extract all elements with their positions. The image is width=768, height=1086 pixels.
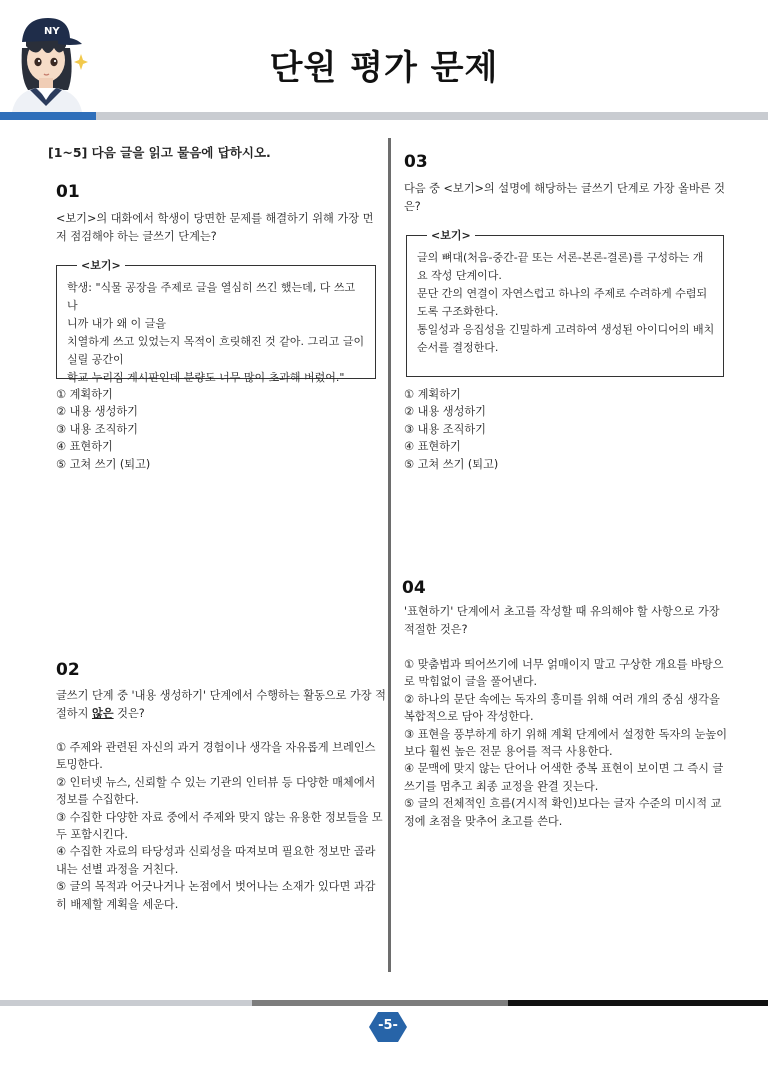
question-02-prompt (56, 687, 386, 723)
option-5[interactable]: ⑤ 글의 목적과 어긋나거나 논점에서 벗어나는 소재가 있다면 과감히 배제할 계획을 세운다. (56, 880, 376, 911)
instruction-text: [1~5] 다음 글을 읽고 물음에 답하시오. (48, 145, 271, 160)
question-number-01: 01 (56, 182, 80, 202)
prompt-text-end: 것은? (113, 707, 145, 720)
box-line: 실릴 공간이 (67, 353, 124, 366)
option-4[interactable]: ④ 표현하기 (56, 440, 113, 454)
option-5[interactable]: ⑤ 글의 전체적인 흐름(거시적 확인)보다는 글자 수준의 미시적 교정에 초점을 맞추어 초고를 쓴다. (404, 797, 722, 828)
box-line: 학생: "식물 공장을 주제로 글을 열심히 쓰긴 했는데, 다 쓰고 나 (67, 281, 356, 312)
box-line: 통일성과 응집성을 긴밀하게 고려하여 생성된 아이디어의 배치 (417, 323, 715, 336)
option-1[interactable]: ① 맞춤법과 띄어쓰기에 너무 얽매이지 말고 구상한 개요를 바탕으로 막힘없이 글을 풀어낸다. (404, 658, 724, 689)
box-line: 문단 간의 연결이 자연스럽고 하나의 주제로 수려하게 수렴되 (417, 287, 708, 300)
box-line: 도록 구조화한다. (417, 305, 499, 318)
header-rule (96, 112, 768, 120)
header-accent-bar (0, 112, 96, 120)
option-4[interactable]: ④ 문맥에 맞지 않는 단어나 어색한 중복 표현이 보이면 그 즉시 글쓰기를 멈추고 최종 교정을 완결 짓는다. (404, 762, 724, 793)
question-number-02: 02 (56, 660, 80, 680)
question-01-example-box (56, 259, 376, 384)
option-2[interactable]: ② 내용 생성하기 (56, 405, 138, 419)
option-4[interactable]: ④ 수집한 자료의 타당성과 신뢰성을 따져보며 필요한 정보만 골라내는 선별 과정을 거친다. (56, 845, 376, 876)
option-5[interactable]: ⑤ 고쳐 쓰기 (퇴고) (404, 457, 499, 471)
question-03-options (404, 386, 498, 473)
prompt-text: 글쓰기 단계 중 '내용 생성하기' 단계에서 수행하는 활동으로 가장 적절하지 (56, 689, 386, 720)
question-number-03: 03 (404, 152, 428, 172)
option-3[interactable]: ③ 내용 조직하기 (56, 422, 138, 436)
box-label-rule (56, 265, 76, 266)
option-3[interactable]: ③ 수집한 다양한 자료 중에서 주제와 맞지 않는 유용한 정보들을 모두 포함시킨다. (56, 810, 383, 842)
box-line: 순서를 결정한다. (417, 341, 499, 354)
box-line: 학교 누리집 게시판인데 분량도 너무 많이 초과해 버렸어." (67, 371, 345, 384)
box-line: 니까 내가 왜 이 글을 (67, 317, 166, 330)
footer-rule-light (0, 1000, 252, 1006)
option-2[interactable]: ② 하나의 문단 속에는 독자의 흥미를 위해 여러 개의 중심 생각을 복합적으로 담아 작성한다. (404, 692, 720, 724)
option-1[interactable]: ① 주제와 관련된 자신의 과거 경험이나 생각을 자유롭게 브레인스토밍한다. (56, 741, 376, 772)
option-5[interactable]: ⑤ 고쳐 쓰기 (퇴고) (56, 457, 151, 471)
option-1[interactable]: ① 계획하기 (404, 388, 461, 401)
column-divider (388, 138, 391, 972)
question-03-example-box (406, 229, 724, 377)
page-number-badge (368, 1011, 408, 1043)
question-01-prompt: <보기>의 대화에서 학생이 당면한 문제를 해결하기 위해 가장 먼저 점검해야 하는 글쓰기 단계는? (56, 212, 374, 243)
option-3[interactable]: ③ 표현을 풍부하게 하기 위해 계획 단계에서 설정한 독자의 눈높이보다 훨씬 높은 전문 용어를 적극 사용한다. (404, 727, 728, 759)
question-02-options (56, 739, 386, 913)
option-2[interactable]: ② 인터넷 뉴스, 신뢰할 수 있는 기관의 인터뷰 등 다양한 매체에서 정보를 수집한다. (56, 775, 376, 807)
footer-rule-mid (252, 1000, 508, 1006)
box-line: 글의 뼈대(처음-중간-끝 또는 서론-본론-결론)를 구성하는 개 (417, 251, 704, 264)
box-label-rule (406, 235, 426, 236)
page-title: 단원 평가 문제 (269, 48, 499, 88)
question-04-options (404, 656, 729, 830)
prompt-emphasis: 않은 (91, 707, 114, 720)
page-number: -5- (378, 1018, 398, 1033)
option-2[interactable]: ② 내용 생성하기 (404, 405, 486, 419)
question-01-options (56, 386, 150, 473)
option-3[interactable]: ③ 내용 조직하기 (404, 422, 486, 436)
box-label: <보기> (427, 227, 475, 243)
box-line: 치열하게 쓰고 있었는지 목적이 흐릿해진 것 같아. 그리고 글이 (67, 335, 365, 348)
box-line: 요 작성 단계이다. (417, 269, 502, 282)
box-label: <보기> (77, 257, 125, 273)
question-03-prompt: 다음 중 <보기>의 설명에 해당하는 글쓰기 단계로 가장 올바른 것은? (404, 182, 725, 213)
svg-text:NY: NY (44, 26, 60, 37)
question-number-04: 04 (402, 578, 426, 598)
option-4[interactable]: ④ 표현하기 (404, 440, 461, 454)
option-1[interactable]: ① 계획하기 (56, 388, 113, 401)
footer-rule-dark (508, 1000, 768, 1006)
question-04-prompt: '표현하기' 단계에서 초고를 작성할 때 유의해야 할 사항으로 가장 적절한 것은? (404, 605, 720, 636)
